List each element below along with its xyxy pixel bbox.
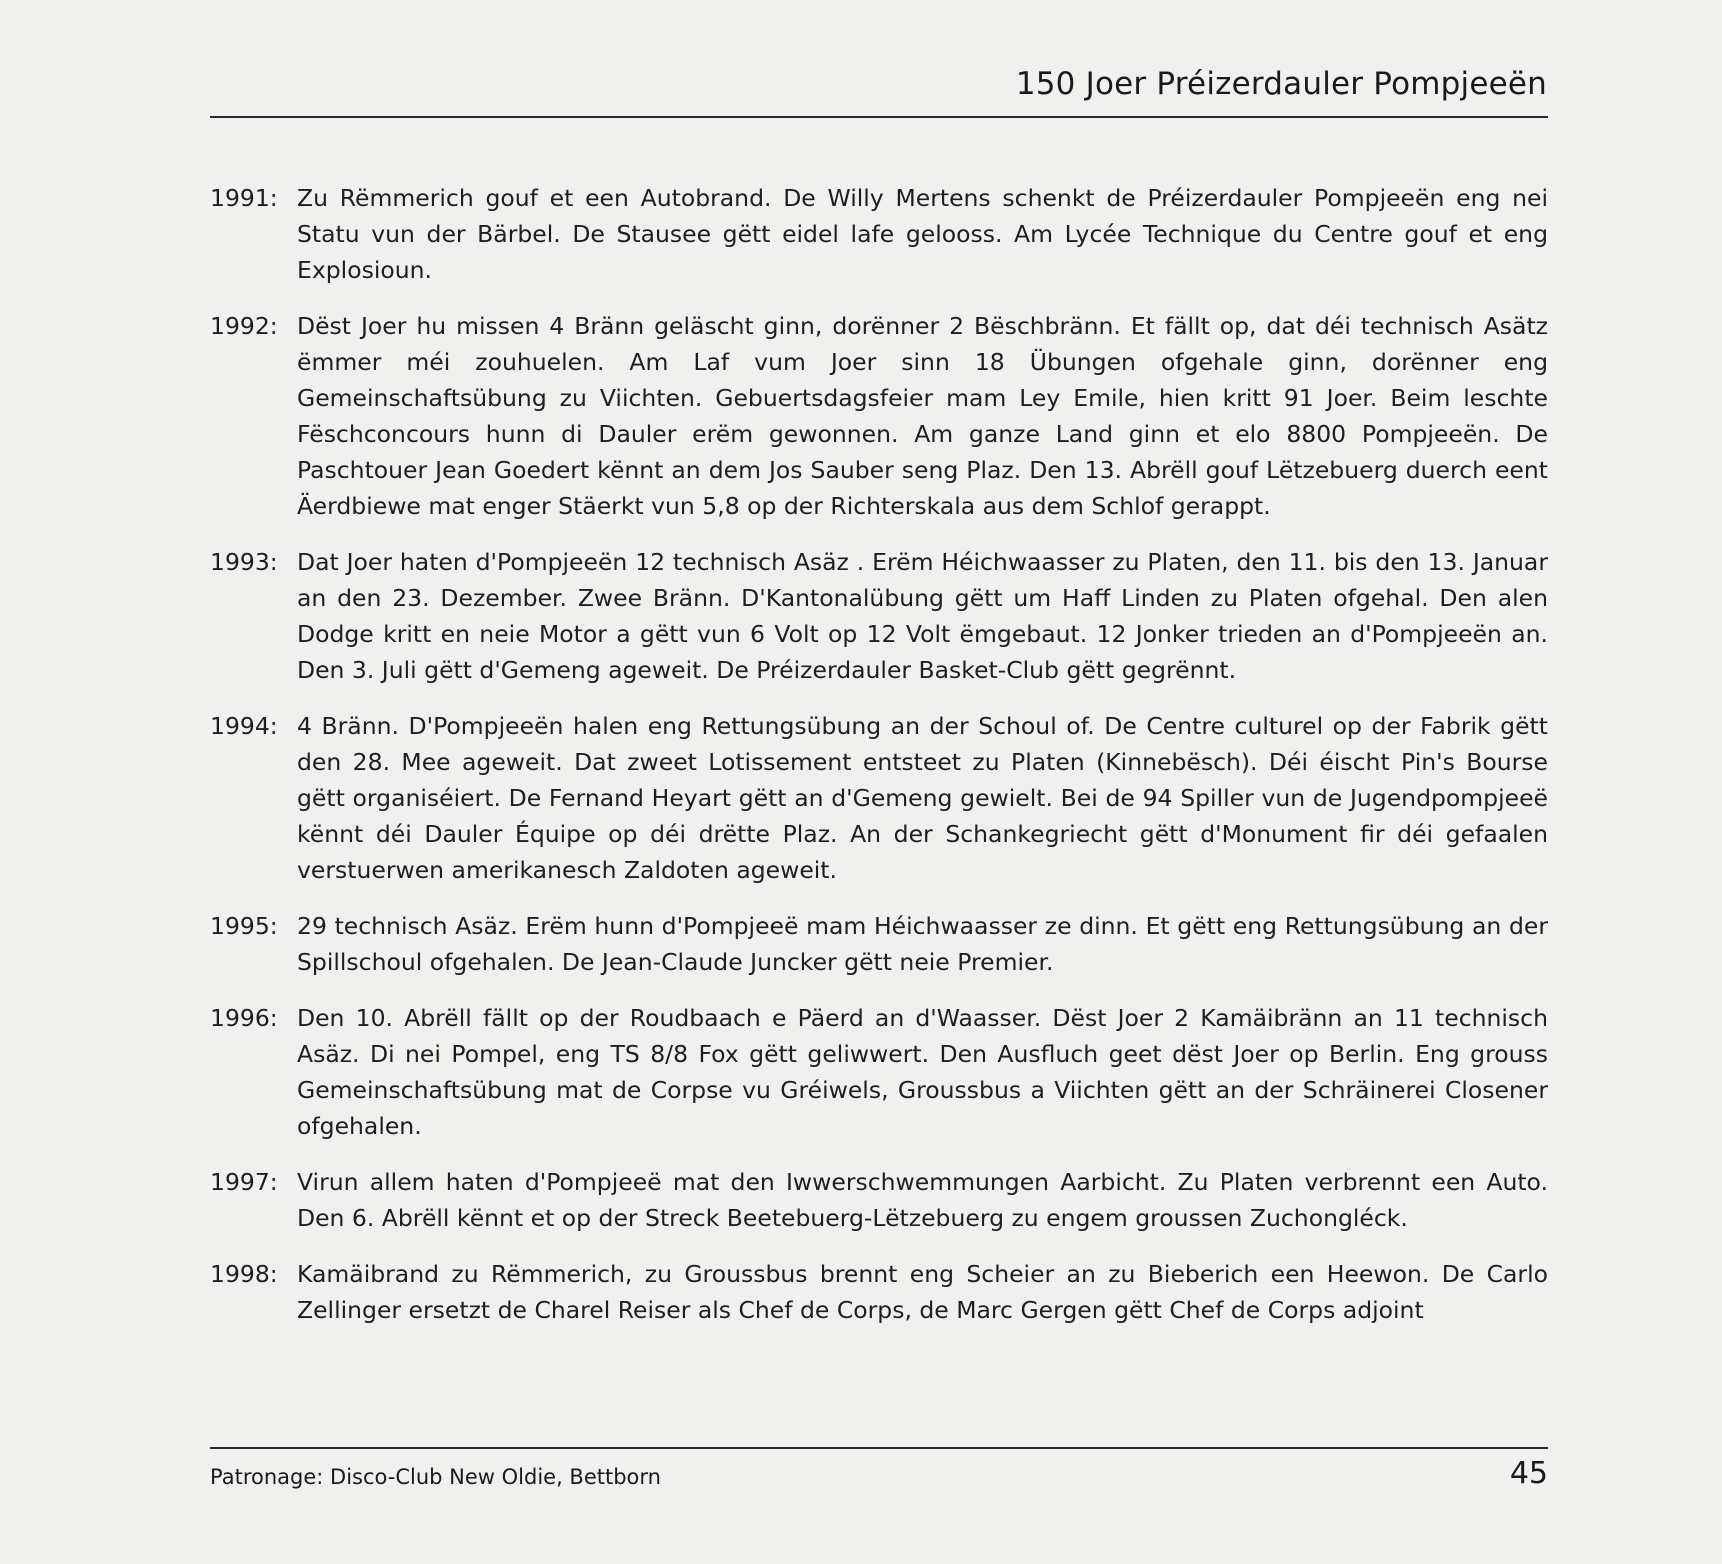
entry-year: 1991:	[210, 184, 278, 212]
entry-text: 4 Bränn. D'Pompjeeën halen eng Rettungsübung an der Schoul of. De Centre culturel op der Fabrik gëtt den 28. Mee ageweit. Dat zweet Lotissement entsteet zu Platen (Kinnebësch). Déi éischt Pin's Bourse gëtt organiséiert. De Fernand Heyart gëtt an d'Gemeng gewielt. Bei de 94 Spiller vun de Jugendpompjeeë kënnt déi Dauler Équipe op déi drëtte Plaz. An der Schankegriecht gëtt d'Monument fir déi gefaalen verstuerwen amerikanesch Zaldoten ageweit.	[297, 712, 1548, 884]
footer-rule	[210, 1447, 1548, 1449]
header-rule	[210, 116, 1548, 118]
chronicle-entries	[210, 180, 1548, 1348]
entry-year: 1997:	[210, 1168, 278, 1196]
entry-text: 29 technisch Asäz. Erëm hunn d'Pompjeeë mam Héichwaasser ze dinn. Et gëtt eng Rettungsübung an der Spillschoul ofgehalen. De Jean-Claude Juncker gëtt neie Premier.	[297, 912, 1548, 976]
entry-year: 1993:	[210, 548, 278, 576]
entry-year: 1994:	[210, 712, 278, 740]
entry-year: 1992:	[210, 312, 278, 340]
entry-text: Kamäibrand zu Rëmmerich, zu Groussbus brennt eng Scheier an zu Bieberich een Heewon. De Carlo Zellinger ersetzt de Charel Reiser als Chef de Corps, de Marc Gergen gëtt Chef de Corps adjoint	[297, 1260, 1548, 1324]
chronicle-entry	[210, 1256, 1548, 1328]
entry-year: 1995:	[210, 912, 278, 940]
footer-patronage: Patronage: Disco-Club New Oldie, Bettborn	[210, 1465, 661, 1489]
chronicle-entry	[210, 180, 1548, 288]
chronicle-entry	[210, 308, 1548, 524]
chronicle-entry	[210, 544, 1548, 688]
chronicle-entry	[210, 1000, 1548, 1144]
running-header: 150 Joer Préizerdauler Pompjeeën	[1015, 66, 1547, 102]
page-number: 45	[1509, 1456, 1548, 1491]
chronicle-entry	[210, 908, 1548, 980]
entry-text: Dëst Joer hu missen 4 Bränn geläscht ginn, dorënner 2 Bëschbränn. Et fällt op, dat déi technisch Asätz ëmmer méi zouhuelen. Am Laf vum Joer sinn 18 Übungen ofgehale ginn, dorënner eng Gemeinschaftsübung zu Viichten. Gebuertsdagsfeier mam Ley Emile, hien kritt 91 Joer. Beim leschte Fëschconcours hunn di Dauler erëm gewonnen. Am ganze Land ginn et elo 8800 Pompjeeën. De Paschtouer Jean Goedert kënnt an dem Jos Sauber seng Plaz. Den 13. Abrëll gouf Lëtzebuerg duerch eent Äerdbiewe mat enger Stäerkt vun 5,8 op der Richterskala aus dem Schlof gerappt.	[297, 312, 1548, 520]
entry-text: Dat Joer haten d'Pompjeeën 12 technisch Asäz . Erëm Héichwaasser zu Platen, den 11. bis den 13. Januar an den 23. Dezember. Zwee Bränn. D'Kantonalübung gëtt um Haff Linden zu Platen ofgehal. Den alen Dodge kritt en neie Motor a gëtt vun 6 Volt op 12 Volt ëmgebaut. 12 Jonker trieden an d'Pompjeeën an. Den 3. Juli gëtt d'Gemeng ageweit. De Préizerdauler Basket-Club gëtt gegrënnt.	[297, 548, 1548, 684]
entry-text: Zu Rëmmerich gouf et een Autobrand. De Willy Mertens schenkt de Préizerdauler Pompjeeën eng nei Statu vun der Bärbel. De Stausee gëtt eidel lafe gelooss. Am Lycée Technique du Centre gouf et eng Explosioun.	[297, 184, 1548, 284]
entry-year: 1996:	[210, 1004, 278, 1032]
chronicle-entry	[210, 708, 1548, 888]
entry-text: Den 10. Abrëll fällt op der Roudbaach e Päerd an d'Waasser. Dëst Joer 2 Kamäibränn an 11 technisch Asäz. Di nei Pompel, eng TS 8/8 Fox gëtt geliwwert. Den Ausfluch geet dëst Joer op Berlin. Eng grouss Gemeinschaftsübung mat de Corpse vu Gréiwels, Groussbus a Viichten gëtt an der Schräinerei Closener ofgehalen.	[297, 1004, 1548, 1140]
chronicle-entry	[210, 1164, 1548, 1236]
entry-year: 1998:	[210, 1260, 278, 1288]
entry-text: Virun allem haten d'Pompjeeë mat den Iwwerschwemmungen Aarbicht. Zu Platen verbrennt een Auto. Den 6. Abrëll kënnt et op der Streck Beetebuerg-Lëtzebuerg zu engem groussen Zuchongléck.	[297, 1168, 1548, 1232]
